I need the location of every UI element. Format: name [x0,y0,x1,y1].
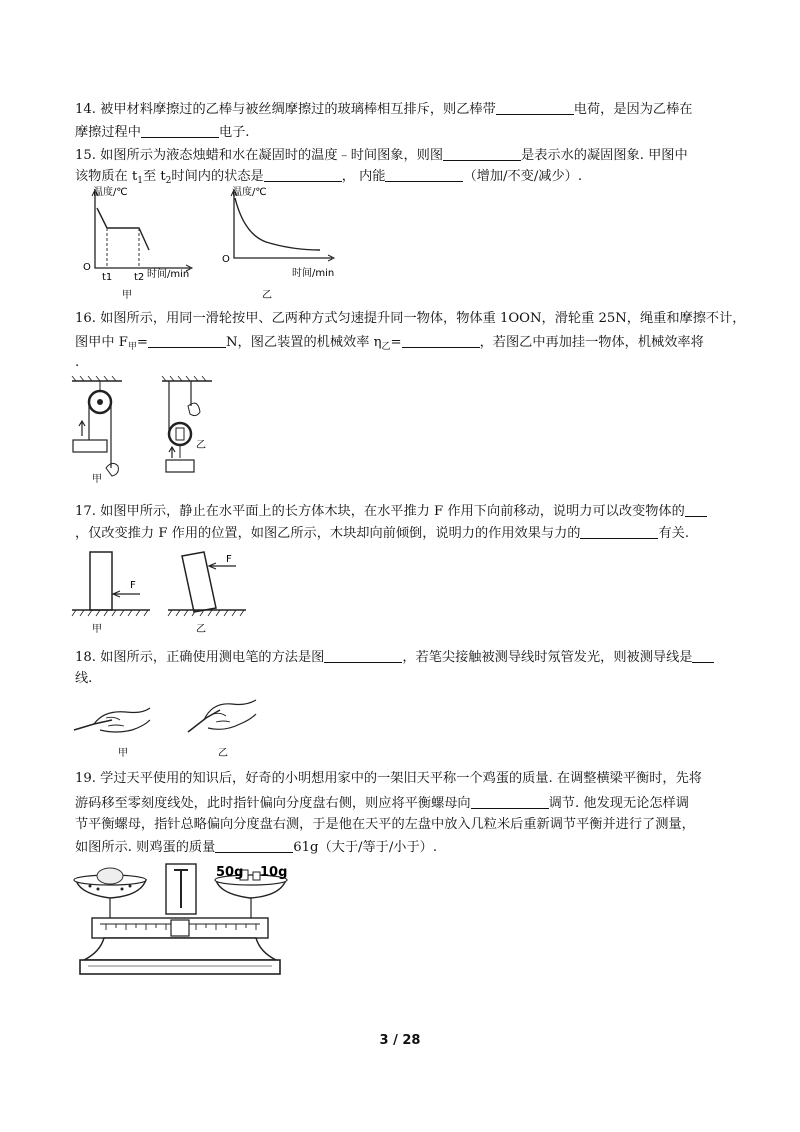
q16-text: 16. 如图所示，用同一滑轮按甲、乙两种方式匀速提升同一物体，物体重 1OON，滑轮重 25N，绳重和摩擦不计， [75,311,746,326]
q19-text: 调节. 他发现无论怎样调 [548,796,689,811]
q19-line4 [75,838,437,857]
q16-text: N，图乙装置的机械效率 η [225,335,382,350]
q19-blank-2[interactable] [215,838,293,853]
q17-text: 有关. [658,526,690,541]
q16-caption-yi: 乙 [196,440,206,451]
q19-blank-1[interactable] [471,794,549,809]
q19-weight-10g: 10g [260,865,288,880]
q19-line3 [75,816,695,834]
q15-jia-t2: t2 [134,272,145,283]
q18-caption-jia: 甲 [118,748,128,759]
q15-text: 该物质在 t [75,169,138,184]
q16-text: . [75,355,80,370]
q17-caption-jia: 甲 [92,624,102,635]
q15-blank-2[interactable] [264,167,342,182]
q14-line2 [75,123,250,142]
q17-line1 [75,502,707,521]
q14-text: 摩擦过程中 [75,125,141,140]
q19-text: 游码移至零刻度线处，此时指针偏向分度盘右侧，则应将平衡螺母向 [75,796,471,811]
q18-text: 线. [75,671,93,686]
q17-force-label-jia: F [130,580,136,591]
q15-jia-ylabel: 温度/℃ [93,187,128,198]
q14-blank-2[interactable] [141,123,219,138]
q15-figure-yi [220,186,345,304]
q19-text: 19. 学过天平使用的知识后，好奇的小明想用家中的一架旧天平称一个鸡蛋的质量. 在调整横梁平衡时，先将 [75,771,702,786]
q18-blank-1[interactable] [324,648,402,663]
q15-figure-jia [75,186,200,304]
q15-jia-xlabel: 时间/min [147,269,190,280]
q16-text: = [390,335,402,350]
q18-blank-2[interactable] [692,648,714,663]
subscript: 1 [137,176,143,186]
q18-line1 [75,648,714,667]
q15-text: ， 内能 [341,169,386,184]
q15-blank-1[interactable] [443,146,521,161]
page-number: 3 / 28 [379,1033,421,1048]
q15-jia-origin: O [83,262,91,273]
q16-text: 图甲中 F [75,335,128,350]
q14-text: 14. 被甲材料摩擦过的乙棒与被丝绸摩擦过的玻璃棒相互排斥，则乙棒带 [75,102,496,117]
q18-text: 18. 如图所示，正确使用测电笔的方法是图 [75,650,325,665]
q14-line1 [75,100,692,119]
q16-text: ，若图乙中再加挂一物体，机械效率将 [479,335,704,350]
q16-line3 [75,354,79,372]
q19-line2 [75,794,689,813]
q15-jia-caption: 甲 [122,290,132,301]
q16-blank-2[interactable] [402,333,480,348]
q16-pulley-figure [70,376,220,488]
q17-blank-1[interactable] [685,502,707,517]
q14-text: 电荷，是因为乙棒在 [573,102,693,117]
q17-text: ，仅改变推力 F 作用的位置，如图乙所示，木块却向前倾倒，说明力的作用效果与力的 [75,526,581,541]
subscript: 2 [165,176,172,186]
q15-yi-origin: O [222,254,230,265]
q17-force-label-yi: F [226,554,232,565]
q19-line1 [75,770,702,788]
q16-caption-jia: 甲 [92,474,102,485]
q15-text: 是表示水的凝固图象. 甲图中 [521,148,688,163]
q19-text: 节平衡螺母，指针总略偏向分度盘右测，于是他在天平的左盘中放入几粒米后重新调节平衡并进行了测量， [75,817,695,832]
subscript: 乙 [381,342,391,352]
q18-text: ，若笔尖接触被测导线时氖管发光，则被测导线是 [402,650,693,665]
q15-text: 时间内的状态是 [171,169,264,184]
q16-blank-1[interactable] [148,333,226,348]
q19-text: 如图所示. 则鸡蛋的质量 [75,840,216,855]
q14-blank-1[interactable] [496,100,574,115]
q19-weight-50g: 50g [216,865,244,880]
q15-text: 至 t [142,169,166,184]
q16-text: = [136,335,148,350]
q14-text: 电子. [218,125,250,140]
q19-balance-figure [70,862,310,986]
q17-caption-yi: 乙 [196,624,206,635]
q17-block-figure [70,546,250,642]
q17-text: 17. 如图甲所示，静止在水平面上的长方体木块，在水平推力 F 作用下向前移动，说明力可以改变物体的 [75,504,685,519]
subscript: 甲 [127,342,137,352]
q18-caption-yi: 乙 [218,748,228,759]
q19-text: 61g（大于/等于/小于）. [293,840,438,855]
q15-text: （增加/不变/减少）. [463,169,583,184]
q15-text: 15. 如图所示为液态烛蜡和水在凝固时的温度﹣时间图象，则图 [75,148,444,163]
q15-yi-xlabel: 时间/min [292,268,335,279]
q17-line2 [75,524,689,543]
q17-blank-2[interactable] [580,524,658,539]
q15-yi-caption: 乙 [262,290,272,301]
q18-line2 [75,670,92,688]
q15-yi-ylabel: 温度/℃ [232,187,267,198]
q15-blank-3[interactable] [385,167,463,182]
q15-line1 [75,146,688,165]
q16-line2 [75,333,704,356]
q15-jia-t1: t1 [102,272,113,283]
q16-line1 [75,310,745,328]
q18-test-pen-figure [70,690,260,762]
